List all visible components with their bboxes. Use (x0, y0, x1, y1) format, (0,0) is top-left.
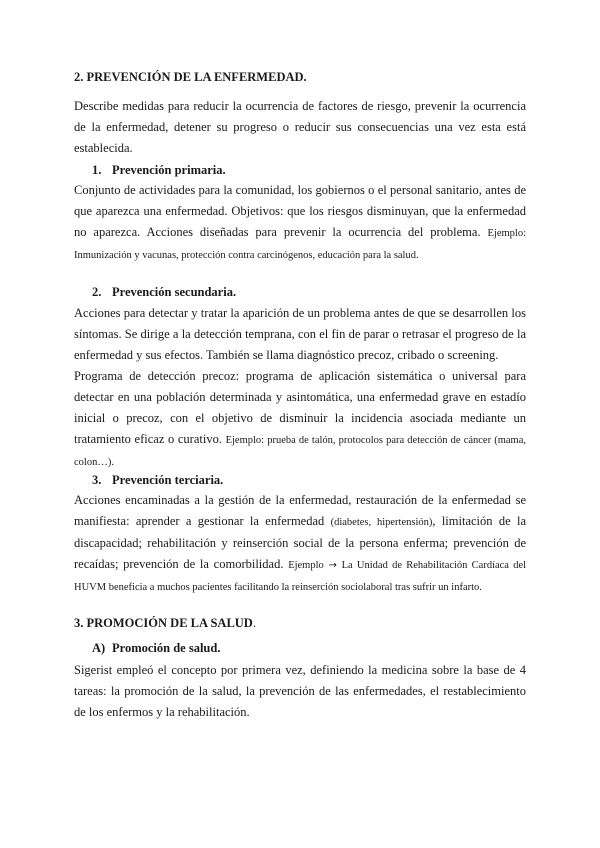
section-2-intro: Describe medidas para reducir la ocurrencia de factores de riesgo, prevenir la ocurrencia de la enfermedad, detener su progreso o reducir sus consecuencias una vez esta está establecida. (74, 99, 526, 155)
tertiary-prevention-title: Prevención terciaria. (112, 473, 224, 487)
primary-prevention-text: Conjunto de actividades para la comunidad, los gobiernos o el personal sanitario, antes de que aparezca una enfermedad. Objetivos: que los riesgos disminuyan, que la enfermedad no aparezca. Acciones diseñadas para prevenir la ocurrencia del problema. (74, 183, 526, 239)
primary-prevention-paragraph (74, 180, 526, 266)
tertiary-prevention-heading (92, 473, 223, 488)
secondary-prevention-number: 2. (92, 285, 102, 299)
primary-prevention-title: Prevención primaria. (112, 163, 226, 177)
tertiary-text-a: Acciones encaminadas a la gestión de la enfermedad, restauración de la enfermedad se manifiesta: aprender a gestionar la enfermedad (74, 493, 526, 528)
secondary-prevention-title: Prevención secundaria. (112, 285, 237, 299)
section-3-title-dot: . (252, 616, 256, 630)
secondary-prevention-example: Ejemplo: prueba de talón, protocolos para detección de cáncer (mama, colon…). (74, 435, 526, 468)
primary-prevention-heading (92, 163, 226, 178)
tertiary-example-text: La Unidad de Rehabilitación Cardíaca del HUVM beneficia a muchos pacientes facilitando la reinserción sociolaboral tras sufrir un infarto. (74, 560, 527, 593)
tertiary-prevention-number: 3. (92, 473, 102, 487)
tertiary-text-small: (diabetes, hipertensión) (330, 517, 433, 528)
right-arrow-icon: → (328, 560, 337, 571)
secondary-prevention-paragraph: Acciones para detectar y tratar la aparición de un problema antes de que se desarrollen los síntomas. Se dirige a la detección temprana, con el fin de parar o retrasar el progreso de la enfermedad y sus efectos. También se llama diagnóstico precoz, cribado o screening. (74, 306, 526, 362)
tertiary-text-b: , limitación de la discapacidad; rehabilitación y reinserción social de la persona enferma; prevención de recaídas; prevención de la comorbilidad. (74, 514, 526, 571)
tertiary-example-label: Ejemplo (288, 560, 324, 571)
health-promotion-letter: A) (92, 641, 106, 655)
tertiary-prevention-paragraph (74, 490, 526, 598)
screening-program-paragraph (74, 366, 526, 473)
section-3-heading (74, 616, 256, 631)
primary-prevention-example: Ejemplo: Inmunización y vacunas, protección contra carcinógenos, educación para la salud. (74, 228, 527, 261)
health-promotion-heading (92, 641, 220, 656)
health-promotion-title: Promoción de salud. (112, 641, 221, 655)
health-promotion-paragraph: Sigerist empleó el concepto por primera vez, definiendo la medicina sobre la base de 4 tareas: la promoción de la salud, la prevención de las enfermedades, el restablecimiento de los enfermos y la rehabilitación. (74, 663, 526, 719)
screening-program-text: Programa de detección precoz: programa de aplicación sistemática o universal para detectar en una población determinada y asintomática, una enfermedad grave en estadío inicial o precoz, con el objetivo de disminuir la incidencia asociada mediante un tratamiento eficaz o curativo. (74, 369, 526, 446)
secondary-prevention-heading (92, 285, 236, 300)
section-3-title: 3. PROMOCIÓN DE LA SALUD (74, 616, 253, 630)
section-2-heading: 2. PREVENCIÓN DE LA ENFERMEDAD. (74, 70, 307, 84)
primary-prevention-number: 1. (92, 163, 102, 177)
